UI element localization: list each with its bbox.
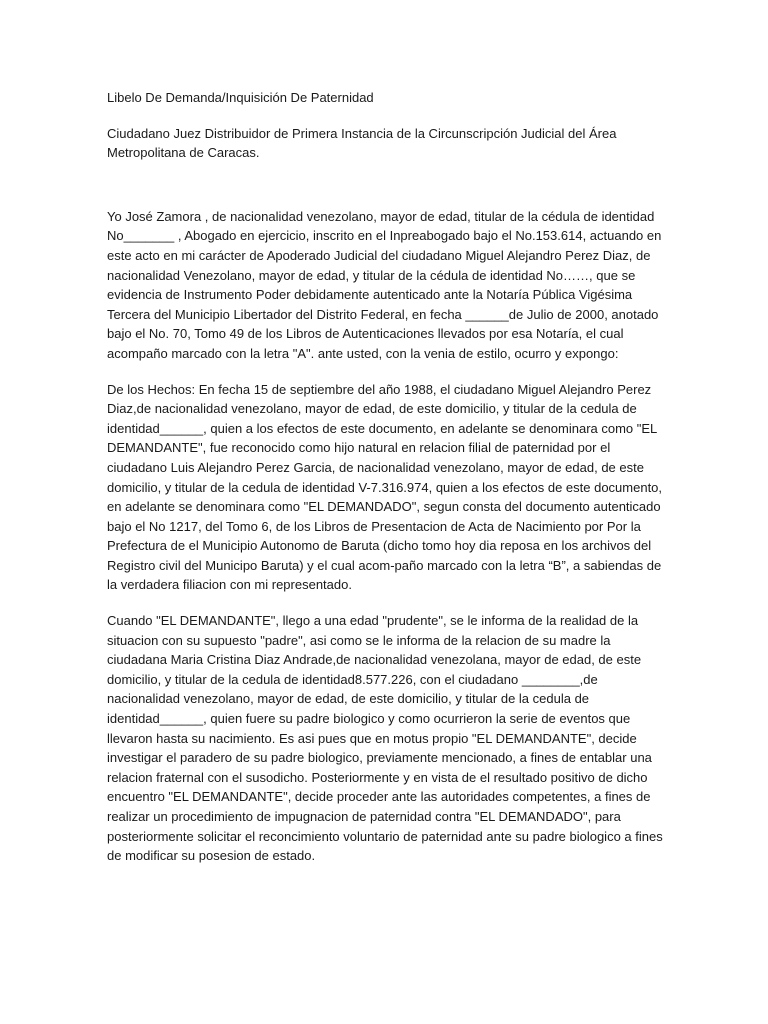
- paragraph-introduction: Yo José Zamora , de nacionalidad venezolano, mayor de edad, titular de la cédula de identidad No_______ , Abogado en ejercicio, inscrito en el Inpreabogado bajo el No.153.614, actuando en este acto en mi carácter de Apoderado Judicial del ciudadano Miguel Alejandro Perez Diaz, de nacionalidad Venezolano, mayor de edad, y titular de la cédula de identidad No……, que se evidencia de Instrumento Poder debidamente autenticado ante la Notaría Pública Vigésima Tercera del Municipio Libertador del Distrito Federal, en fecha ______de Julio de 2000, anotado bajo el No. 70, Tomo 49 de los Libros de Autenticaciones llevados por esa Notaría, el cual acompaño marcado con la letra "A". ante usted, con la venia de estilo, ocurro y expongo:: [107, 208, 662, 361]
- addressee-line: Ciudadano Juez Distribuidor de Primera Instancia de la Circunscripción Judicial del Área Metropolitana de Caracas.: [107, 125, 617, 161]
- document-body: [107, 88, 663, 882]
- document-title: Libelo De Demanda/Inquisición De Paternidad: [107, 90, 374, 105]
- paragraph-demandante: Cuando "EL DEMANDANTE", llego a una edad "prudente", se le informa de la realidad de la situacion con su supuesto "padre", asi como se le informa de la relacion de su madre la ciudadana Maria Cristina Diaz Andrade,de nacionalidad venezolana, mayor de edad, de este domicilio, y titular de la cedula de identidad8.577.226, con el ciudadano ________,de nacionalidad venezolano, mayor de edad, de este domicilio, y titular de la cedula de identidad______, quien fuere su padre biologico y como ocurrieron la serie de eventos que llevaron hasta su nacimiento. Es asi pues que en motus propio "EL DEMANDANTE", decide investigar el paradero de su padre biologico, previamente mencionado, a fines de entablar una relacion fraternal con el susodicho. Posteriormente y en vista de el resultado positivo de dicho encuentro "EL DEMANDANTE", decide proceder ante las autoridades competentes, a fines de realizar un procedimiento de impugnacion de paternidad contra "EL DEMANDADO", para posteriormente solicitar el reconcimiento voluntario de paternidad ante su padre biologico a fines de modificar su posesion de estado.: [107, 613, 663, 864]
- paragraph-hechos: De los Hechos: En fecha 15 de septiembre del año 1988, el ciudadano Miguel Alejandro Perez Diaz,de nacionalidad venezolano, mayor de edad, de este domicilio, y titular de la cedula de identidad______, quien a los efectos de este documento, en adelante se denominara como "EL DEMANDANTE", fue reconocido como hijo natural en relacion filial de paternidad por el ciudadano Luis Alejandro Perez Garcia, de nacionalidad venezolano, mayor de edad, de este domicilio, y titular de la cedula de identidad V-7.316.974, quien a los efectos de este documento, en adelante se denominara como "EL DEMANDADO", segun consta del documento autenticado bajo el No 1217, del Tomo 6, de los Libros de Presentacion de Acta de Nacimiento por Por la Prefectura de el Municipio Autonomo de Baruta (dicho tomo hoy dia reposa en los archivos del Registro civil del Municipo Baruta) y el cual acom-paño marcado con la letra “B”, a sabiendas de la verdadera filiacion con mi representado.: [107, 381, 663, 593]
